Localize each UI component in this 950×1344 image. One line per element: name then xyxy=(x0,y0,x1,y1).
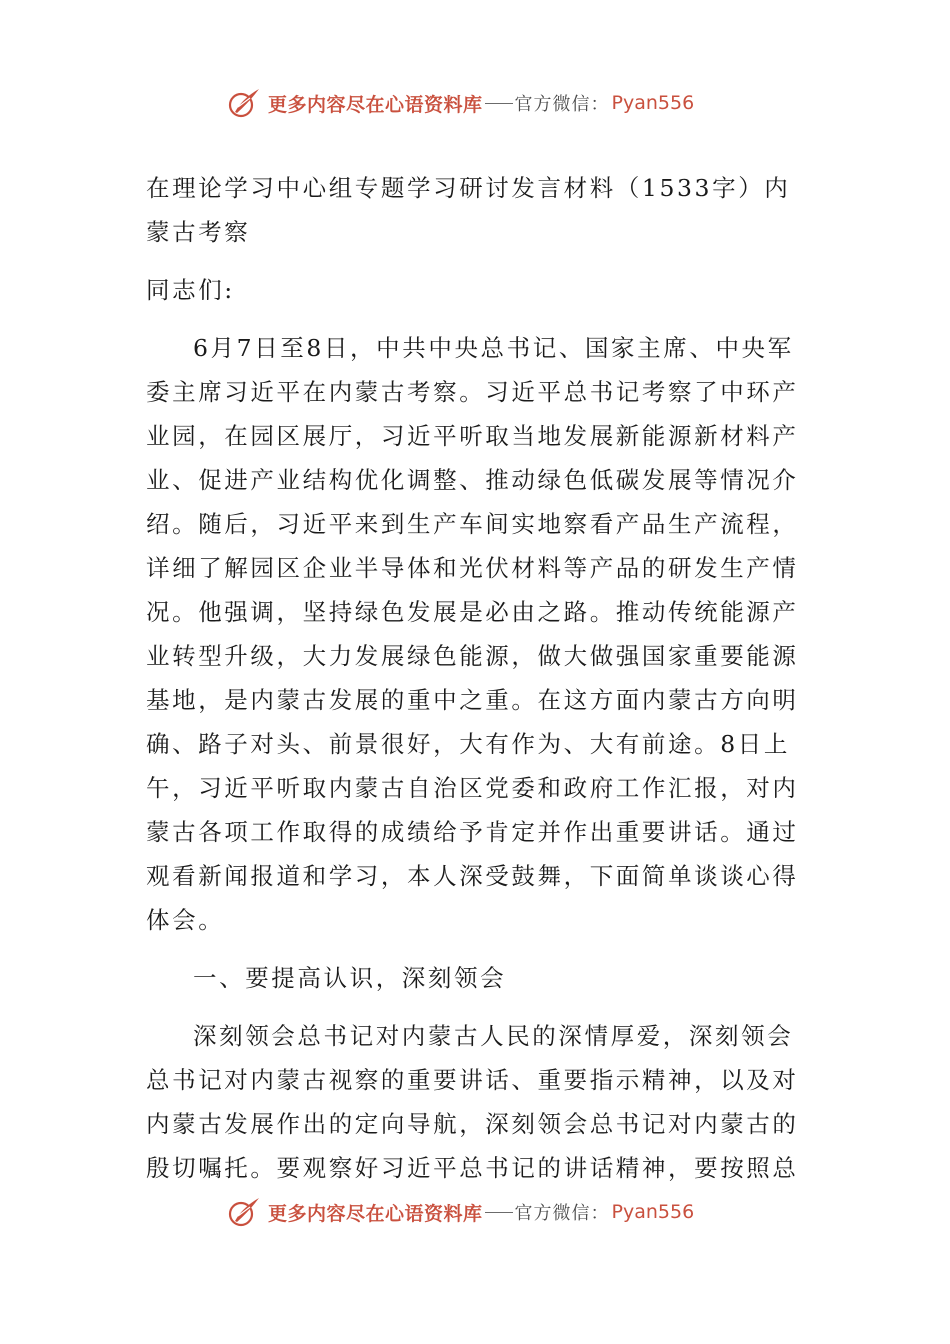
footer-watermark xyxy=(226,1192,694,1232)
header-watermark xyxy=(226,83,694,123)
paragraph: 6月7日至8日，中共中央总书记、国家主席、中央军委主席习近平在内蒙古考察。习近平总书记考察了中环产业园，在园区展厅，习近平听取当地发展新能源新材料产业、促进产业结构优化调整、推动绿色低碳发展等情况介绍。随后，习近平来到生产车间实地察看产品生产流程，详细了解园区企业半导体和光伏材料等产品的研发生产情况。他强调，坚持绿色发展是必由之路。推动传统能源产业转型升级，大力发展绿色能源，做大做强国家重要能源基地，是内蒙古发展的重中之重。在这方面内蒙古方向明确、路子对头、前景很好，大有作为、大有前途。8日上午，习近平听取内蒙古自治区党委和政府工作汇报，对内蒙古各项工作取得的成绩给予肯定并作出重要讲话。通过观看新闻报道和学习，本人深受鼓舞，下面简单谈谈心得体会。 xyxy=(146,334,799,934)
salutation: 同志们: xyxy=(146,276,235,304)
quill-logo-icon xyxy=(226,1194,262,1230)
watermark-dash xyxy=(485,1212,513,1213)
watermark-wechat-id: Pyan556 xyxy=(611,92,695,114)
watermark-wechat-label: 官方微信： xyxy=(514,1203,610,1224)
section-heading: 一、要提高认识，深刻领会 xyxy=(193,964,507,992)
watermark-brand: 更多内容尽在心语资料库 xyxy=(268,93,483,116)
watermark-brand: 更多内容尽在心语资料库 xyxy=(268,1202,483,1225)
quill-logo-icon xyxy=(226,85,262,121)
watermark-wechat-id: Pyan556 xyxy=(611,1201,695,1223)
watermark-wechat-label: 官方微信： xyxy=(514,94,610,115)
paragraph: 深刻领会总书记对内蒙古人民的深情厚爱，深刻领会总书记对内蒙古视察的重要讲话、重要指示精神，以及对内蒙古发展作出的定向导航，深刻领会总书记对内蒙古的殷切嘱托。要观察好习近平总书记的讲话精神，要按照总 xyxy=(146,1022,799,1182)
document-title: 在理论学习中心组专题学习研讨发言材料（1533字）内蒙古考察 xyxy=(146,174,791,246)
document-body xyxy=(146,166,808,1190)
watermark-dash xyxy=(485,103,513,104)
